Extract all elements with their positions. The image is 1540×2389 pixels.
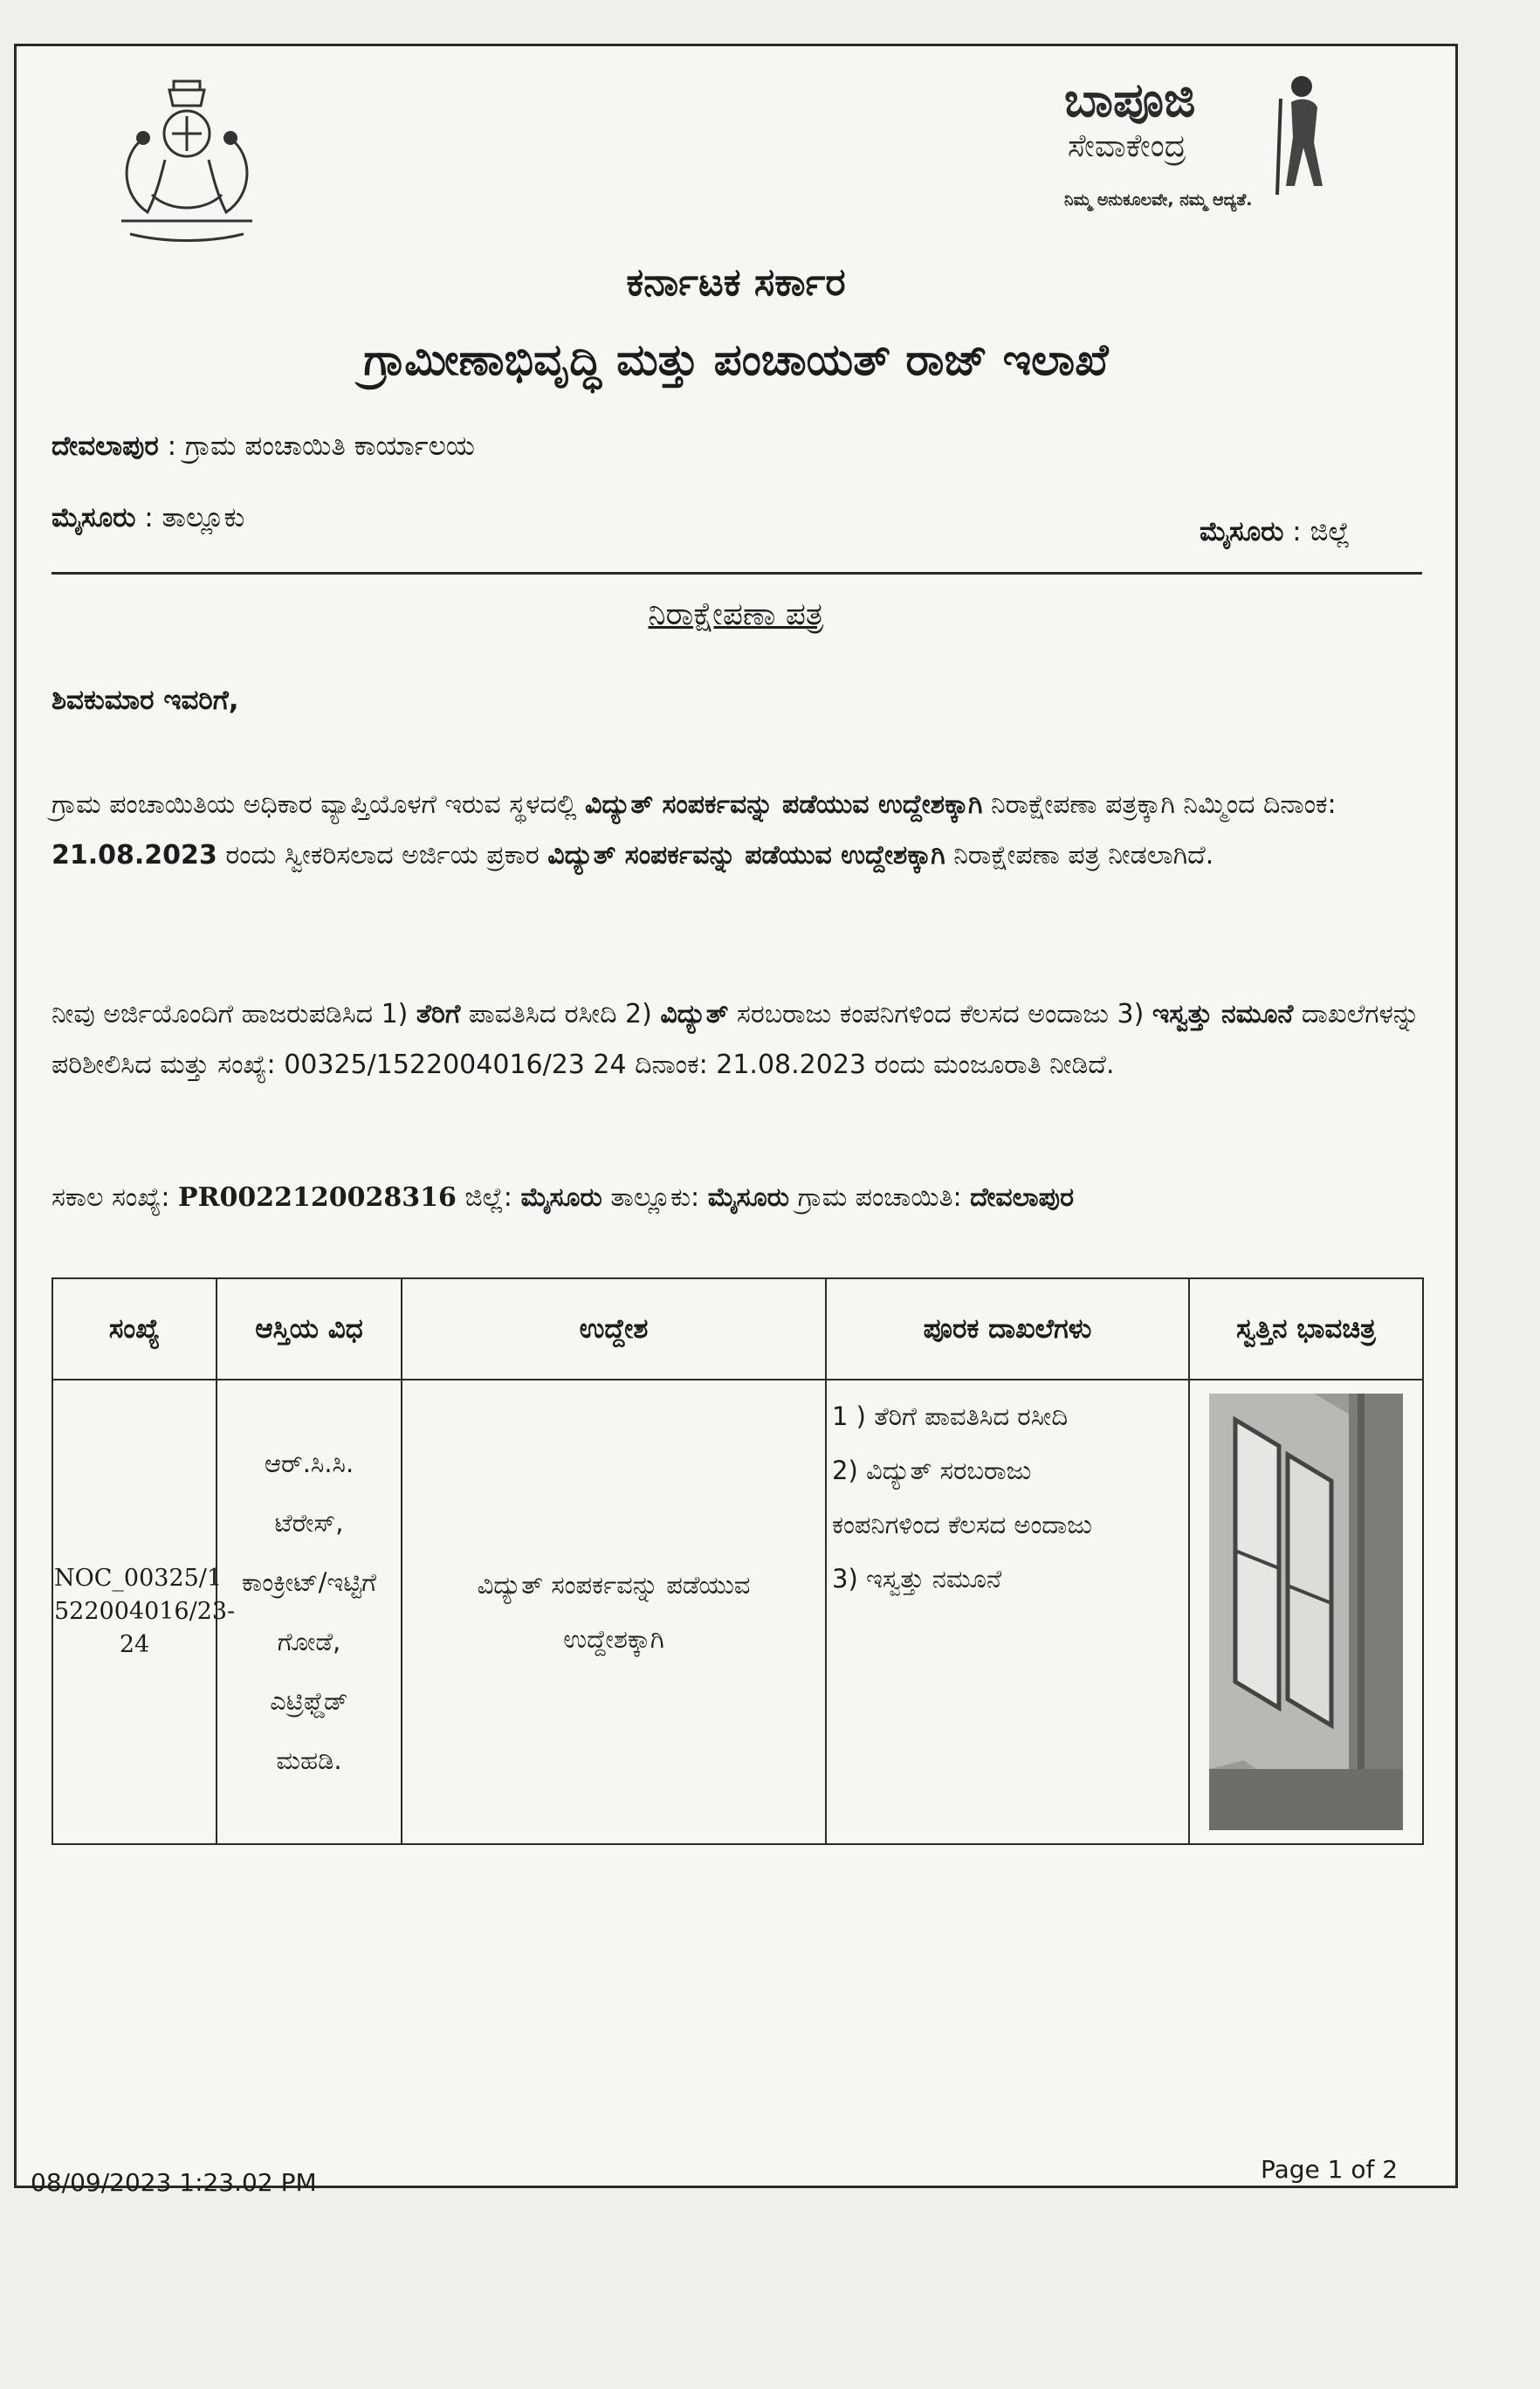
- sakala-line: [52, 1173, 1422, 1223]
- taluk-line: [52, 502, 244, 534]
- para2-bold-1: ತೆರಿಗೆ: [416, 999, 461, 1029]
- para2-text-4: ದಾಖಲೆಗಳನ್ನು ಪರಿಶೀಲಿಸಿದ ಮತ್ತು ಸಂಖ್ಯೆ: 00325/1522004016/23 24 ದಿನಾಂಕ: 21.08.2023 ರಂದು ಮಂಜೂರಾತಿ ನೀಡಿದೆ.: [52, 999, 1420, 1080]
- noc-number-line: 522004016/23-: [54, 1598, 236, 1625]
- para1-purpose-2: ವಿದ್ಯುತ್ ಸಂಪರ್ಕವನ್ನು ಪಡೆಯುವ ಉದ್ದೇಶಕ್ಕಾಗಿ: [547, 840, 945, 871]
- property-type-cell: [217, 1380, 402, 1844]
- noc-paragraph-2: [52, 989, 1422, 1091]
- logo-tagline: ನಿಮ್ಮ ಅನುಕೂಲವೇ, ನಮ್ಮ ಆದ್ಯತೆ.: [1064, 190, 1253, 210]
- district-label-2: ಜಿಲ್ಲೆ:: [456, 1182, 521, 1213]
- property-line: ಆರ್.ಸಿ.ಸಿ.: [264, 1449, 354, 1478]
- gandhi-figure-icon: [1265, 72, 1335, 195]
- property-line: ಕಾಂಕ್ರೀಟ್/ಇಟ್ಟಿಗೆ: [241, 1567, 377, 1597]
- para1-text-3: ರಂದು ಸ್ವೀಕರಿಸಲಾದ ಅರ್ಜಿಯ ಪ್ರಕಾರ: [217, 840, 548, 871]
- para2-bold-3: ಇಸ್ವತ್ತು ನಮೂನೆ: [1152, 999, 1294, 1029]
- noc-details-table: [52, 1277, 1424, 1845]
- documents-cell: [826, 1380, 1189, 1844]
- property-line: ಟೆರೇಸ್,: [274, 1508, 344, 1538]
- district-line: [1200, 516, 1350, 548]
- header-number: ಸಂಖ್ಯೆ: [52, 1278, 217, 1380]
- taluk-name: ಮೈಸೂರು: [52, 502, 136, 534]
- noc-number-line: NOC_00325/1: [54, 1565, 223, 1592]
- noc-paragraph-1: [52, 780, 1422, 881]
- para1-text-2: ನಿರಾಕ್ಷೇಪಣಾ ಪತ್ರಕ್ಕಾಗಿ ನಿಮ್ಮಿಂದ ದಿನಾಂಕ:: [982, 789, 1337, 820]
- photo-cell: [1189, 1380, 1423, 1844]
- taluk-label-2: ತಾಲ್ಲೂಕು:: [602, 1182, 708, 1213]
- para2-bold-2: ವಿದ್ಯುತ್: [660, 999, 729, 1029]
- sakala-number: PR0022120028316: [178, 1182, 457, 1213]
- document-line: 3) ಇಸ್ವತ್ತು ನಮೂನೆ: [832, 1564, 1002, 1594]
- purpose-line: ವಿದ್ಯುತ್ ಸಂಪರ್ಕವನ್ನು ಪಡೆಯುವ: [477, 1570, 751, 1600]
- header-property-photo: ಸ್ವತ್ತಿನ ಭಾವಚಿತ್ರ: [1189, 1278, 1423, 1380]
- logo-subtitle: ಸೇವಾಕೇಂದ್ರ: [1068, 128, 1186, 164]
- purpose-line: ಉದ್ದೇಶಕ್ಕಾಗಿ: [563, 1624, 664, 1654]
- karnataka-emblem-icon: [104, 64, 270, 247]
- panchayat-office-line: [52, 430, 475, 463]
- document-line: 1 ) ತೆರಿಗೆ ಪಾವತಿಸಿದ ರಸೀದಿ: [832, 1401, 1069, 1431]
- salutation: ಶಿವಕುಮಾರ ಇವರಿಗೆ,: [52, 685, 239, 716]
- document-line: ಕಂಪನಿಗಳಿಂದ ಕೆಲಸದ ಅಂದಾಜು: [832, 1510, 1092, 1539]
- noc-number-cell: [52, 1380, 236, 1844]
- logo-title: ಬಾಪೂಜಿ: [1064, 72, 1196, 127]
- department-title: ಗ್ರಾಮೀಣಾಭಿವೃದ್ಧಿ ಮತ್ತು ಪಂಚಾಯತ್ ರಾಜ್ ಇಲಾಖೆ: [363, 334, 1109, 385]
- bapuji-sevakendra-logo: [1064, 72, 1361, 238]
- district-label: : ಜಿಲ್ಲೆ: [1283, 516, 1351, 547]
- panchayat-label-2: ಗ್ರಾಮ ಪಂಚಾಯಿತಿ:: [789, 1182, 971, 1213]
- document-line: 2) ವಿದ್ಯುತ್ ಸರಬರಾಜು: [832, 1456, 1032, 1485]
- panchayat-value: ದೇವಲಾಪುರ: [970, 1182, 1074, 1213]
- panchayat-label: : ಗ್ರಾಮ ಪಂಚಾಯಿತಿ ಕಾರ್ಯಾಲಯ: [158, 430, 476, 462]
- taluk-label: : ತಾಲ್ಲೂಕು: [135, 502, 245, 534]
- property-photo-icon: [1209, 1394, 1403, 1830]
- para1-text-4: ನಿರಾಕ್ಷೇಪಣಾ ಪತ್ರ ನೀಡಲಾಗಿದೆ.: [945, 840, 1214, 871]
- header-documents: ಪೂರಕ ದಾಖಲೆಗಳು: [826, 1278, 1189, 1380]
- header-property-type: ಆಸ್ತಿಯ ವಿಧ: [217, 1278, 402, 1380]
- subject-heading: ನಿರಾಕ್ಷೇಪಣಾ ಪತ್ರ: [648, 596, 824, 632]
- purpose-cell: [402, 1380, 826, 1844]
- district-name: ಮೈಸೂರು: [1200, 516, 1284, 547]
- para1-text-1: ಗ್ರಾಮ ಪಂಚಾಯಿತಿಯ ಅಧಿಕಾರ ವ್ಯಾಪ್ತಿಯೊಳಗೆ ಇರುವ ಸ್ಥಳದಲ್ಲಿ: [52, 789, 586, 820]
- sakala-label: ಸಕಾಲ ಸಂಖ್ಯೆ:: [52, 1182, 179, 1213]
- para1-purpose-1: ವಿದ್ಯುತ್ ಸಂಪರ್ಕವನ್ನು ಪಡೆಯುವ ಉದ್ದೇಶಕ್ಕಾಗಿ: [585, 789, 983, 820]
- noc-number-line: 24: [119, 1631, 150, 1658]
- panchayat-name: ದೇವಲಾಪುರ: [52, 430, 159, 462]
- page-indicator: Page 1 of 2: [1261, 2155, 1399, 2184]
- para2-text-1: ನೀವು ಅರ್ಜಿಯೊಂದಿಗೆ ಹಾಜರುಪಡಿಸಿದ 1): [52, 999, 416, 1029]
- para2-text-2: ಪಾವತಿಸಿದ ರಸೀದಿ 2): [460, 999, 661, 1029]
- taluk-value: ಮೈಸೂರು: [707, 1182, 790, 1213]
- print-timestamp: 08/09/2023 1:23.02 PM: [31, 2168, 317, 2197]
- document-page: [14, 44, 1458, 2197]
- header-purpose: ಉದ್ದೇಶ: [402, 1278, 826, 1380]
- table-header-row: [52, 1278, 1423, 1380]
- table-row: [52, 1380, 1423, 1844]
- property-line: ಗೋಡೆ,: [277, 1627, 341, 1656]
- district-value: ಮೈಸೂರು: [520, 1182, 602, 1213]
- property-line: ಮಹಡಿ.: [276, 1745, 342, 1775]
- para2-text-3: ಸರಬರಾಜು ಕಂಪನಿಗಳಿಂದ ಕೆಲಸದ ಅಂದಾಜು 3): [728, 999, 1152, 1029]
- government-title: ಕರ್ನಾಟಕ ಸರ್ಕಾರ: [626, 260, 846, 305]
- header-divider: [52, 572, 1422, 575]
- property-line: ಎಟ್ರಿಫ್ಡೆಡ್: [270, 1686, 348, 1716]
- application-date: 21.08.2023: [52, 840, 217, 871]
